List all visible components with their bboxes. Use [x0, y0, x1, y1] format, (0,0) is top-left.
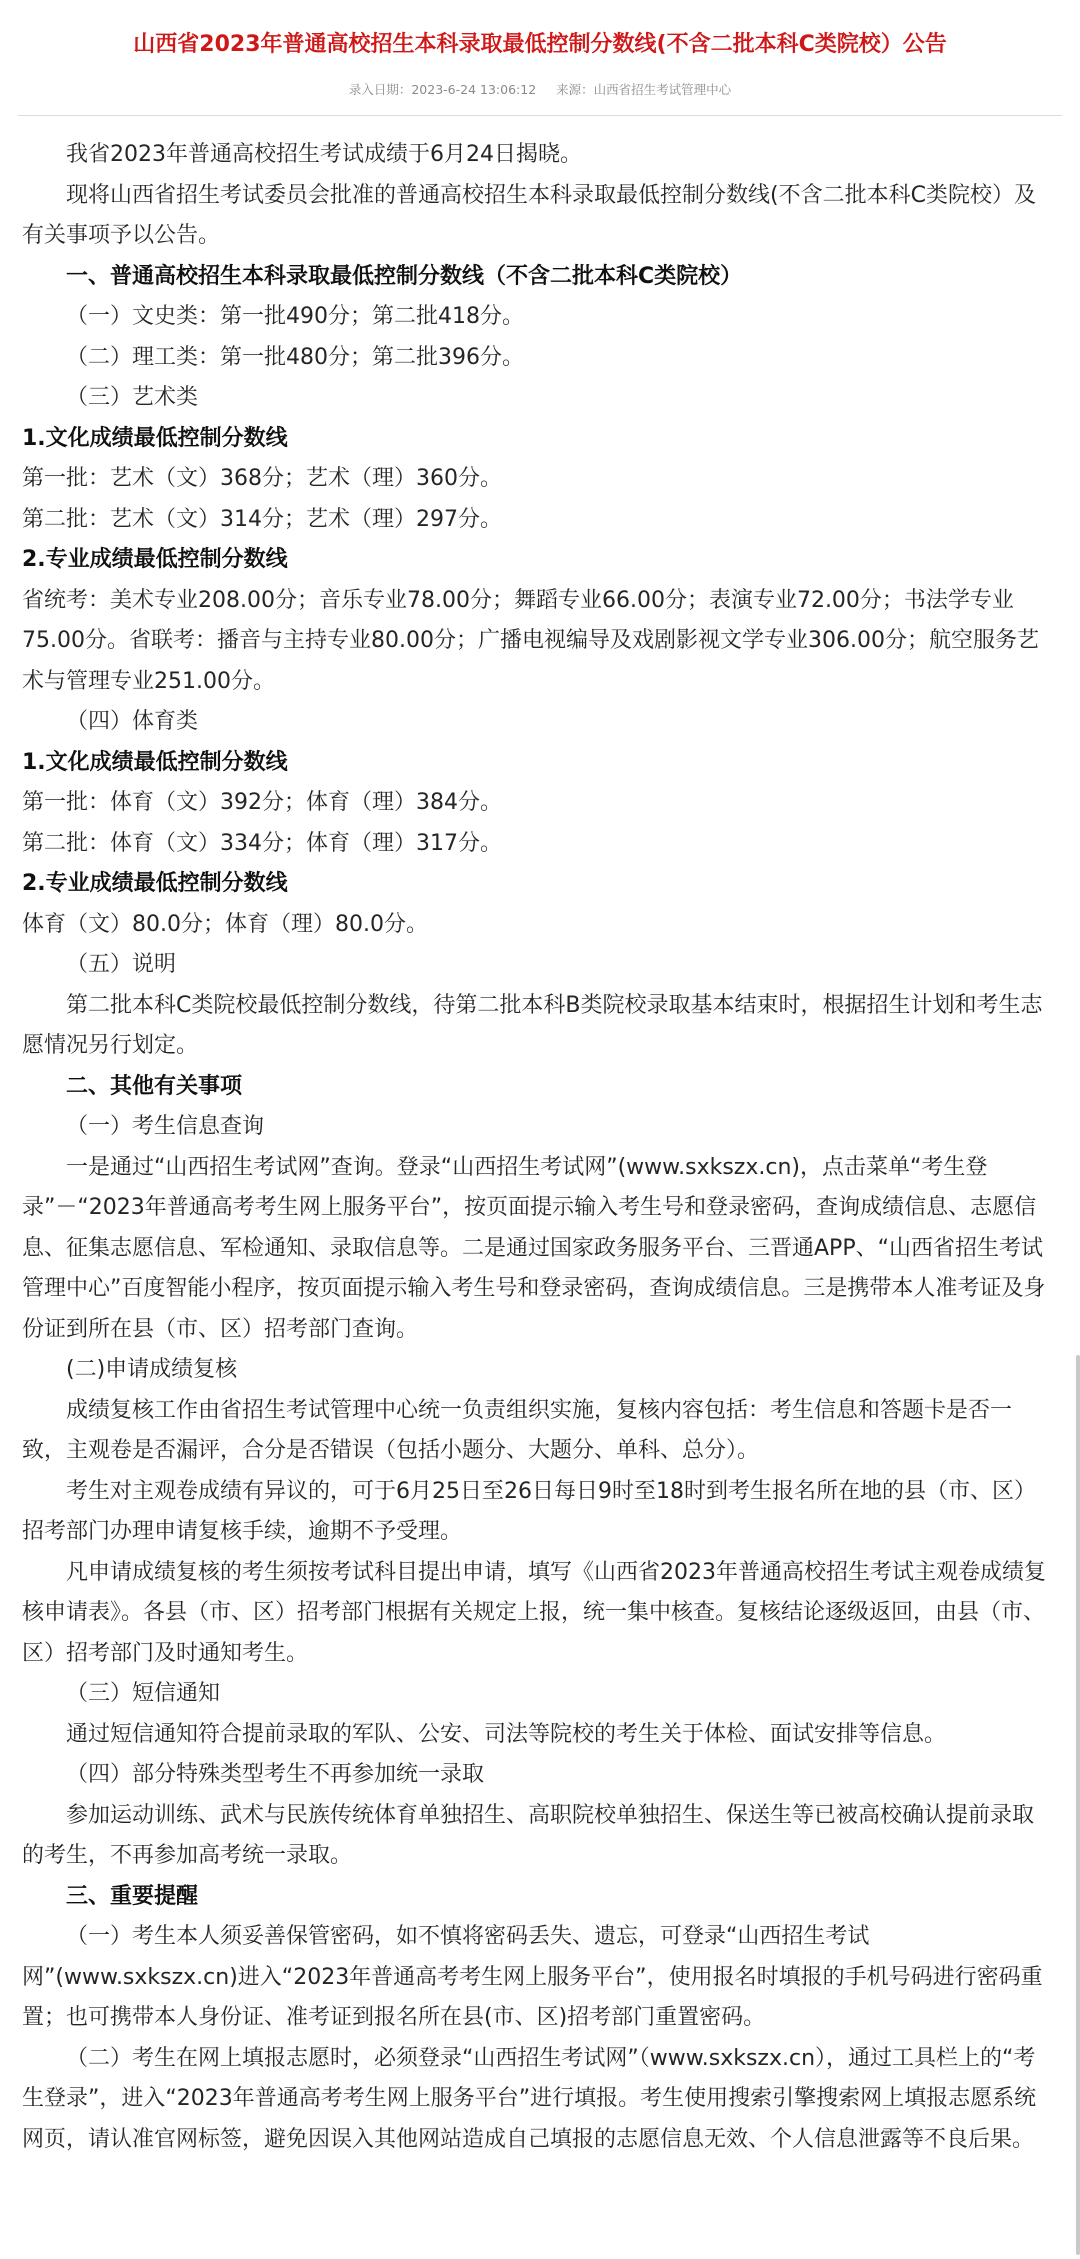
paragraph: 一是通过“山西招生考试网”查询。登录“山西招生考试网”(www.sxkszx.cn)，点击菜单“考生登录”－“2023年普通高考考生网上服务平台”，按页面提示输入考生号和登录密码，查询成绩信息、志愿信息、征集志愿信息、军检通知、录取信息等。二是通过国家政务服务平台、三晋通APP、“山西省招生考试管理中心”百度智能小程序，按页面提示输入考生号和登录密码，查询成绩信息。三是携带本人准考证及身份证到所在县（市、区）招考部门查询。 — [22, 1154, 1046, 1342]
paragraph: 考生对主观卷成绩有异议的，可于6月25日至26日每日9时至18时到考生报名所在地的县（市、区）招考部门办理申请复核手续，逾期不予受理。 — [22, 1478, 1036, 1544]
paragraph: 现将山西省招生考试委员会批准的普通高校招生本科录取最低控制分数线(不含二批本科C类院校）及有关事项予以公告。 — [22, 182, 1036, 248]
article-meta — [0, 80, 1080, 100]
publish-date: 录入日期：2023-6-24 13:06:12 — [348, 82, 537, 97]
scrollbar[interactable] — [1076, 1355, 1080, 2255]
section-heading: 一、普通高校招生本科录取最低控制分数线（不含二批本科C类院校） — [66, 263, 743, 289]
subheading: 2.专业成绩最低控制分数线 — [22, 871, 288, 896]
subsection-heading: （四）体育类 — [66, 709, 199, 734]
page-title: 山西省2023年普通高校招生本科录取最低控制分数线(不含二批本科C类院校）公告 — [133, 32, 947, 57]
paragraph: 第二批本科C类院校最低控制分数线，待第二批本科B类院校录取基本结束时，根据招生计划和考生志愿情况另行划定。 — [22, 992, 1043, 1058]
divider — [18, 115, 1062, 116]
article-body — [22, 135, 1054, 2160]
subsection-heading: （一）考生信息查询 — [66, 1114, 265, 1139]
subsection-heading: （四）部分特殊类型考生不再参加统一录取 — [66, 1762, 485, 1787]
paragraph: 通过短信通知符合提前录取的军队、公安、司法等院校的考生关于体检、面试安排等信息。 — [66, 1721, 947, 1747]
paragraph: （二）考生在网上填报志愿时，必须登录“山西招生考试网”（www.sxkszx.cn），通过工具栏上的“考生登录”，进入“2023年普通高考考生网上服务平台”进行填报。考生使用搜索引擎搜索网上填报志愿系统网页，请认准官网标签，避免因误入其他网站造成自己填报的志愿信息无效、个人信息泄露等不良后果。 — [22, 2045, 1037, 2152]
subheading: 2.专业成绩最低控制分数线 — [22, 547, 288, 572]
subheading: 1.文化成绩最低控制分数线 — [22, 425, 288, 451]
subsection-heading: （五）说明 — [66, 952, 177, 977]
paragraph: 第一批：艺术（文）368分；艺术（理）360分。 — [22, 466, 502, 491]
paragraph: 凡申请成绩复核的考生须按考试科目提出申请，填写《山西省2023年普通高校招生考试主观卷成绩复核申请表》。各县（市、区）招考部门根据有关规定上报，统一集中核查。复核结论逐级返回，由县（市、区）招考部门及时通知考生。 — [22, 1559, 1046, 1666]
paragraph: 参加运动训练、武术与民族传统体育单独招生、高职院校单独招生、保送生等已被高校确认提前录取的考生，不再参加高考统一录取。 — [22, 1802, 1035, 1868]
section-heading: 三、重要提醒 — [66, 1883, 199, 1909]
paragraph: 第二批：艺术（文）314分；艺术（理）297分。 — [22, 506, 502, 532]
subheading: 1.文化成绩最低控制分数线 — [22, 749, 288, 775]
paragraph: （一）考生本人须妥善保管密码，如不慎将密码丢失、遗忘，可登录“山西招生考试网”(www.sxkszx.cn)进入“2023年普通高考考生网上服务平台”，使用报名时填报的手机号码进行密码重置；也可携带本人身份证、准考证到报名所在县(市、区)招考部门重置密码。 — [22, 1924, 1043, 2030]
paragraph: 第一批：体育（文）392分；体育（理）384分。 — [22, 790, 502, 815]
paragraph: 省统考：美术专业208.00分；音乐专业78.00分；舞蹈专业66.00分；表演专业72.00分；书法学专业75.00分。省联考：播音与主持专业80.00分；广播电视编导及戏剧影视文学专业306.00分；航空服务艺术与管理专业251.00分。 — [22, 587, 1039, 694]
paragraph: 体育（文）80.0分；体育（理）80.0分。 — [22, 911, 428, 937]
paragraph: （二）理工类：第一批480分；第二批396分。 — [66, 344, 524, 370]
section-heading: 二、其他有关事项 — [66, 1073, 243, 1099]
subsection-heading: （三）艺术类 — [66, 385, 199, 410]
paragraph: 第二批：体育（文）334分；体育（理）317分。 — [22, 830, 502, 856]
paragraph: （一）文史类：第一批490分；第二批418分。 — [66, 304, 524, 329]
subsection-heading: (二)申请成绩复核 — [66, 1357, 238, 1382]
paragraph: 成绩复核工作由省招生考试管理中心统一负责组织实施，复核内容包括：考生信息和答题卡是否一致，主观卷是否漏评，合分是否错误（包括小题分、大题分、单科、总分）。 — [22, 1397, 1013, 1463]
paragraph: 我省2023年普通高校招生考试成绩于6月24日揭晓。 — [66, 142, 582, 167]
source: 来源：山西省招生考试管理中心 — [556, 82, 732, 97]
subsection-heading: （三）短信通知 — [66, 1681, 221, 1706]
